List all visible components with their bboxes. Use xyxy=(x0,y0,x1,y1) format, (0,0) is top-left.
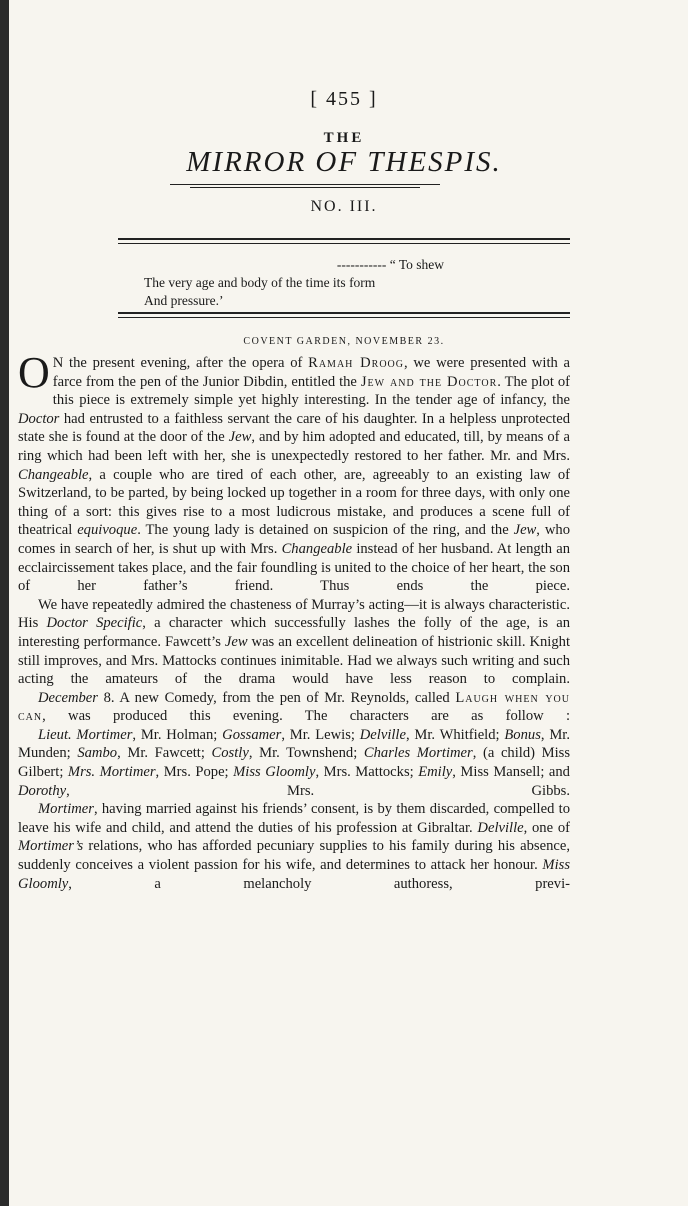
paragraph-5: Mortimer, having married against his friends’ consent, is by them discarded, compelled to leave his wife and child, and attend the duties of his profession at Gibraltar. Delville, one of Mortimer’s relations, who has afforded pecuniary supplies to his family during his absence, suddenly conceives a violent passion for his wife, and determines to attack her honour. Miss Gloomly, a melancholy authoress, previ- xyxy=(18,801,570,892)
epigraph-line-3: And pressure.’ xyxy=(144,293,224,308)
drop-cap: O xyxy=(18,348,50,397)
article-body xyxy=(18,348,571,893)
epigraph-line-1: ----------- “ To shew xyxy=(336,257,444,272)
farce-title: Jew and the Doctor xyxy=(360,373,498,390)
paragraph-2: We have repeatedly admired the chasteness of Murray’s acting—it is always characteristic. His Doctor Specific, a character which successfully lashes the folly of the age, is an interesting performance. Fawcett’s Jew was an excellent delineation of histrionic skill. Knight still improves, and Mrs. Mattocks continues inimitable. Had we always such writing and such acting the amateurs of the drama would have less reason to complain. xyxy=(18,596,571,688)
epigraph-rule-top xyxy=(118,238,570,240)
paragraph-1: O N the present evening, after the opera of Ramah Droog, we were presented with a farce from the pen of the Junior Dibdin, entitled the Jew and the Doctor. The plot of this piece is extremely simple yet highly interesting. In the tender age of infancy, the Doctor had entrusted to a faithless servant the care of his daughter. In a helpless unprotected state she is found at the door of the Jew, and by him adopted and educated, till, by means of a ring which had been left with her, she is unexpectedly restored to her father. Mr. and Mrs. Changeable, a couple who are tired of each other, are, agreeably to an existing law of Switzerland, to be parted, by being locked up together in a room for three days, with only one thing of a sort: this gives rise to a most ludicrous mistake, and produces a scene full of theatrical equivoque. The young lady is detained on suspicion of the ring, and the Jew, who comes in search of her, is shut up with Mrs. Changeable instead of her husband. At length an ecclaircissement takes place, and the fair foundling is united to the choice of her heart, the son of her father’s friend. Thus ends the piece. xyxy=(18,348,570,595)
title-rule-thin xyxy=(190,187,420,188)
epigraph-rule-bottom-thin xyxy=(118,317,570,318)
dateline: COVENT GARDEN, NOVEMBER 23. xyxy=(243,336,445,347)
epigraph-line-2: The very age and body of the time its form xyxy=(144,275,376,290)
epigraph-rule-top-thin xyxy=(118,243,570,244)
comedy-title: Laugh when you can xyxy=(18,689,570,725)
epigraph-rule-bottom xyxy=(118,312,570,314)
paragraph-4-cast: Lieut. Mortimer, Mr. Holman; Gossamer, Mr. Lewis; Delville, Mr. Whitfield; Bonus, Mr. Munden; Sambo, Mr. Fawcett; Costly, Mr. Townshend; Charles Mortimer, (a child) Miss Gilbert; Mrs. Mortimer, Mrs. Pope; Miss Gloomly, Mrs. Mattocks; Emily, Miss Mansell; and Dorothy, Mrs. Gibbs. xyxy=(18,726,570,799)
paragraph-3: December 8. A new Comedy, from the pen of Mr. Reynolds, called Laugh when you can, was produced this evening. The characters are as follow : xyxy=(18,689,570,725)
page-title: MIRROR OF THESPIS. xyxy=(186,146,502,178)
epigraph xyxy=(144,256,444,310)
page-number: [ 455 ] xyxy=(310,88,378,110)
title-article: THE xyxy=(323,130,365,146)
title-rule xyxy=(170,184,440,185)
opera-title: Ramah Droog xyxy=(308,355,404,371)
page-binding-edge xyxy=(0,0,9,1206)
issue-number: NO. III. xyxy=(310,198,378,215)
